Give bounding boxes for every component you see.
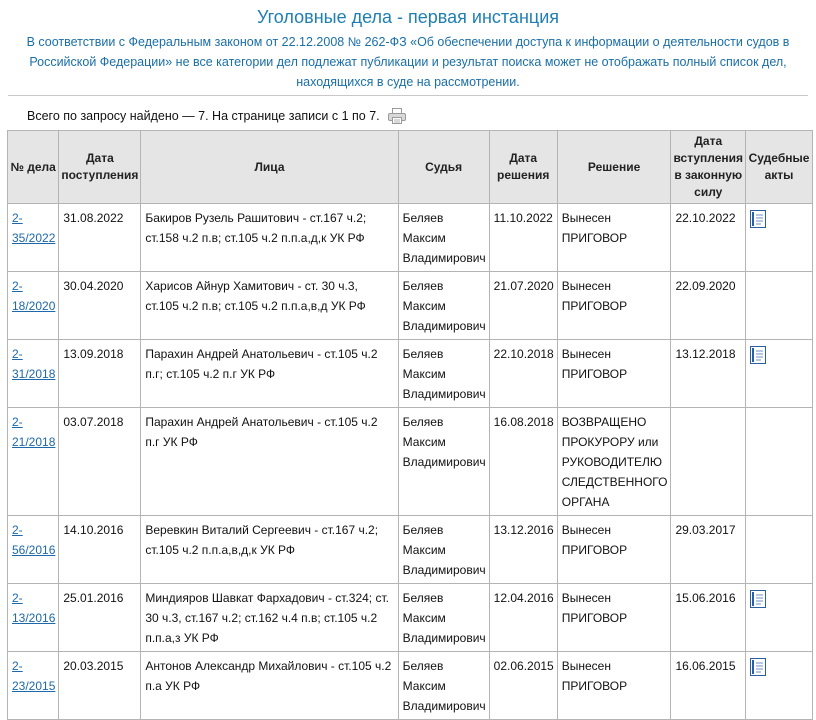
case-number-link[interactable]: 2-21/2018 xyxy=(12,415,56,449)
results-count-text: Всего по запросу найдено — 7. На странице записи с 1 по 7. xyxy=(27,109,380,123)
received-date-cell: 20.03.2015 xyxy=(59,652,141,720)
persons-cell: Парахин Андрей Анатольевич - ст.105 ч.2 п.г; ст.105 ч.2 п.г УК РФ xyxy=(141,340,398,408)
table-row xyxy=(8,408,813,516)
decision-cell: Вынесен ПРИГОВОР xyxy=(557,340,671,408)
persons-cell: Парахин Андрей Анатольевич - ст.105 ч.2 п.г УК РФ xyxy=(141,408,398,516)
col-persons[interactable]: Лица xyxy=(141,131,398,204)
court-acts-cell xyxy=(746,584,813,652)
case-number-cell xyxy=(8,652,59,720)
effective-date-cell xyxy=(671,408,746,516)
table-row xyxy=(8,272,813,340)
effective-date-cell: 22.09.2020 xyxy=(671,272,746,340)
effective-date-cell: 13.12.2018 xyxy=(671,340,746,408)
decision-cell: Вынесен ПРИГОВОР xyxy=(557,584,671,652)
case-number-link[interactable]: 2-31/2018 xyxy=(12,347,56,381)
decision-date-cell: 22.10.2018 xyxy=(489,340,557,408)
persons-cell: Антонов Александр Михайлович - ст.105 ч.2 п.а УК РФ xyxy=(141,652,398,720)
decision-cell: ВОЗВРАЩЕНО ПРОКУРОРУ или РУКОВОДИТЕЛЮ СЛЕДСТВЕННОГО ОРГАНА xyxy=(557,408,671,516)
judge-cell: Беляев Максим Владимирович xyxy=(398,272,489,340)
judge-cell: Беляев Максим Владимирович xyxy=(398,652,489,720)
received-date-cell: 25.01.2016 xyxy=(59,584,141,652)
court-acts-cell xyxy=(746,272,813,340)
judge-cell: Беляев Максим Владимирович xyxy=(398,584,489,652)
case-number-cell xyxy=(8,340,59,408)
col-decision[interactable]: Решение xyxy=(557,131,671,204)
document-icon[interactable] xyxy=(750,590,766,608)
effective-date-cell: 15.06.2016 xyxy=(671,584,746,652)
effective-date-cell: 29.03.2017 xyxy=(671,516,746,584)
persons-cell: Миндияров Шавкат Фархадович - ст.324; ст. 30 ч.3, ст.167 ч.2; ст.162 ч.4 п.в; ст.105 ч.2 п.п.а,з УК РФ xyxy=(141,584,398,652)
effective-date-cell: 16.06.2015 xyxy=(671,652,746,720)
court-acts-cell xyxy=(746,516,813,584)
judge-cell: Беляев Максим Владимирович xyxy=(398,516,489,584)
legal-notice: В соответствии с Федеральным законом от 22.12.2008 № 262-ФЗ «Об обеспечении доступа к информации о деятельности судов в Российской Федерации» не все категории дел подлежат публикации и результат поиска может не отображать полный список дел, находящихся в суде на рассмотрении. xyxy=(26,35,790,89)
case-number-cell xyxy=(8,272,59,340)
document-icon[interactable] xyxy=(750,346,766,364)
case-number-link[interactable]: 2-13/2016 xyxy=(12,591,56,625)
case-number-link[interactable]: 2-23/2015 xyxy=(12,659,56,693)
decision-cell: Вынесен ПРИГОВОР xyxy=(557,272,671,340)
print-icon[interactable] xyxy=(388,108,406,124)
judge-cell: Беляев Максим Владимирович xyxy=(398,340,489,408)
decision-cell: Вынесен ПРИГОВОР xyxy=(557,204,671,272)
decision-cell: Вынесен ПРИГОВОР xyxy=(557,516,671,584)
court-acts-cell xyxy=(746,652,813,720)
divider xyxy=(8,95,808,96)
decision-cell: Вынесен ПРИГОВОР xyxy=(557,652,671,720)
table-row xyxy=(8,340,813,408)
effective-date-cell: 22.10.2022 xyxy=(671,204,746,272)
case-number-cell xyxy=(8,204,59,272)
document-icon[interactable] xyxy=(750,210,766,228)
case-number-link[interactable]: 2-35/2022 xyxy=(12,211,56,245)
decision-date-cell: 21.07.2020 xyxy=(489,272,557,340)
document-icon[interactable] xyxy=(750,658,766,676)
page-title: Уголовные дела - первая инстанция xyxy=(257,7,559,27)
received-date-cell: 13.09.2018 xyxy=(59,340,141,408)
col-judge[interactable]: Судья xyxy=(398,131,489,204)
table-header-row xyxy=(8,131,813,204)
decision-date-cell: 12.04.2016 xyxy=(489,584,557,652)
persons-cell: Бакиров Рузель Рашитович - ст.167 ч.2; ст.158 ч.2 п.в; ст.105 ч.2 п.п.а,д,к УК РФ xyxy=(141,204,398,272)
cases-table xyxy=(7,130,813,720)
table-row xyxy=(8,652,813,720)
court-acts-cell xyxy=(746,340,813,408)
case-number-cell xyxy=(8,584,59,652)
col-received-date[interactable]: Дата поступления xyxy=(59,131,141,204)
received-date-cell: 31.08.2022 xyxy=(59,204,141,272)
table-row xyxy=(8,584,813,652)
decision-date-cell: 16.08.2018 xyxy=(489,408,557,516)
col-court-acts: Судебные акты xyxy=(746,131,813,204)
persons-cell: Веревкин Виталий Сергеевич - ст.167 ч.2; ст.105 ч.2 п.п.а,в,д,к УК РФ xyxy=(141,516,398,584)
court-acts-cell xyxy=(746,408,813,516)
case-number-cell xyxy=(8,516,59,584)
results-summary xyxy=(27,108,406,124)
court-acts-cell xyxy=(746,204,813,272)
decision-date-cell: 11.10.2022 xyxy=(489,204,557,272)
table-row xyxy=(8,516,813,584)
case-number-link[interactable]: 2-56/2016 xyxy=(12,523,56,557)
case-number-cell xyxy=(8,408,59,516)
persons-cell: Харисов Айнур Хамитович - ст. 30 ч.3, ст.105 ч.2 п.в; ст.105 ч.2 п.п.а,в,д УК РФ xyxy=(141,272,398,340)
col-decision-date[interactable]: Дата решения xyxy=(489,131,557,204)
decision-date-cell: 02.06.2015 xyxy=(489,652,557,720)
judge-cell: Беляев Максим Владимирович xyxy=(398,408,489,516)
received-date-cell: 30.04.2020 xyxy=(59,272,141,340)
case-number-link[interactable]: 2-18/2020 xyxy=(12,279,56,313)
col-effective-date[interactable]: Дата вступления в законную силу xyxy=(671,131,746,204)
decision-date-cell: 13.12.2016 xyxy=(489,516,557,584)
col-case-no[interactable]: № дела xyxy=(8,131,59,204)
received-date-cell: 03.07.2018 xyxy=(59,408,141,516)
received-date-cell: 14.10.2016 xyxy=(59,516,141,584)
table-row xyxy=(8,204,813,272)
judge-cell: Беляев Максим Владимирович xyxy=(398,204,489,272)
